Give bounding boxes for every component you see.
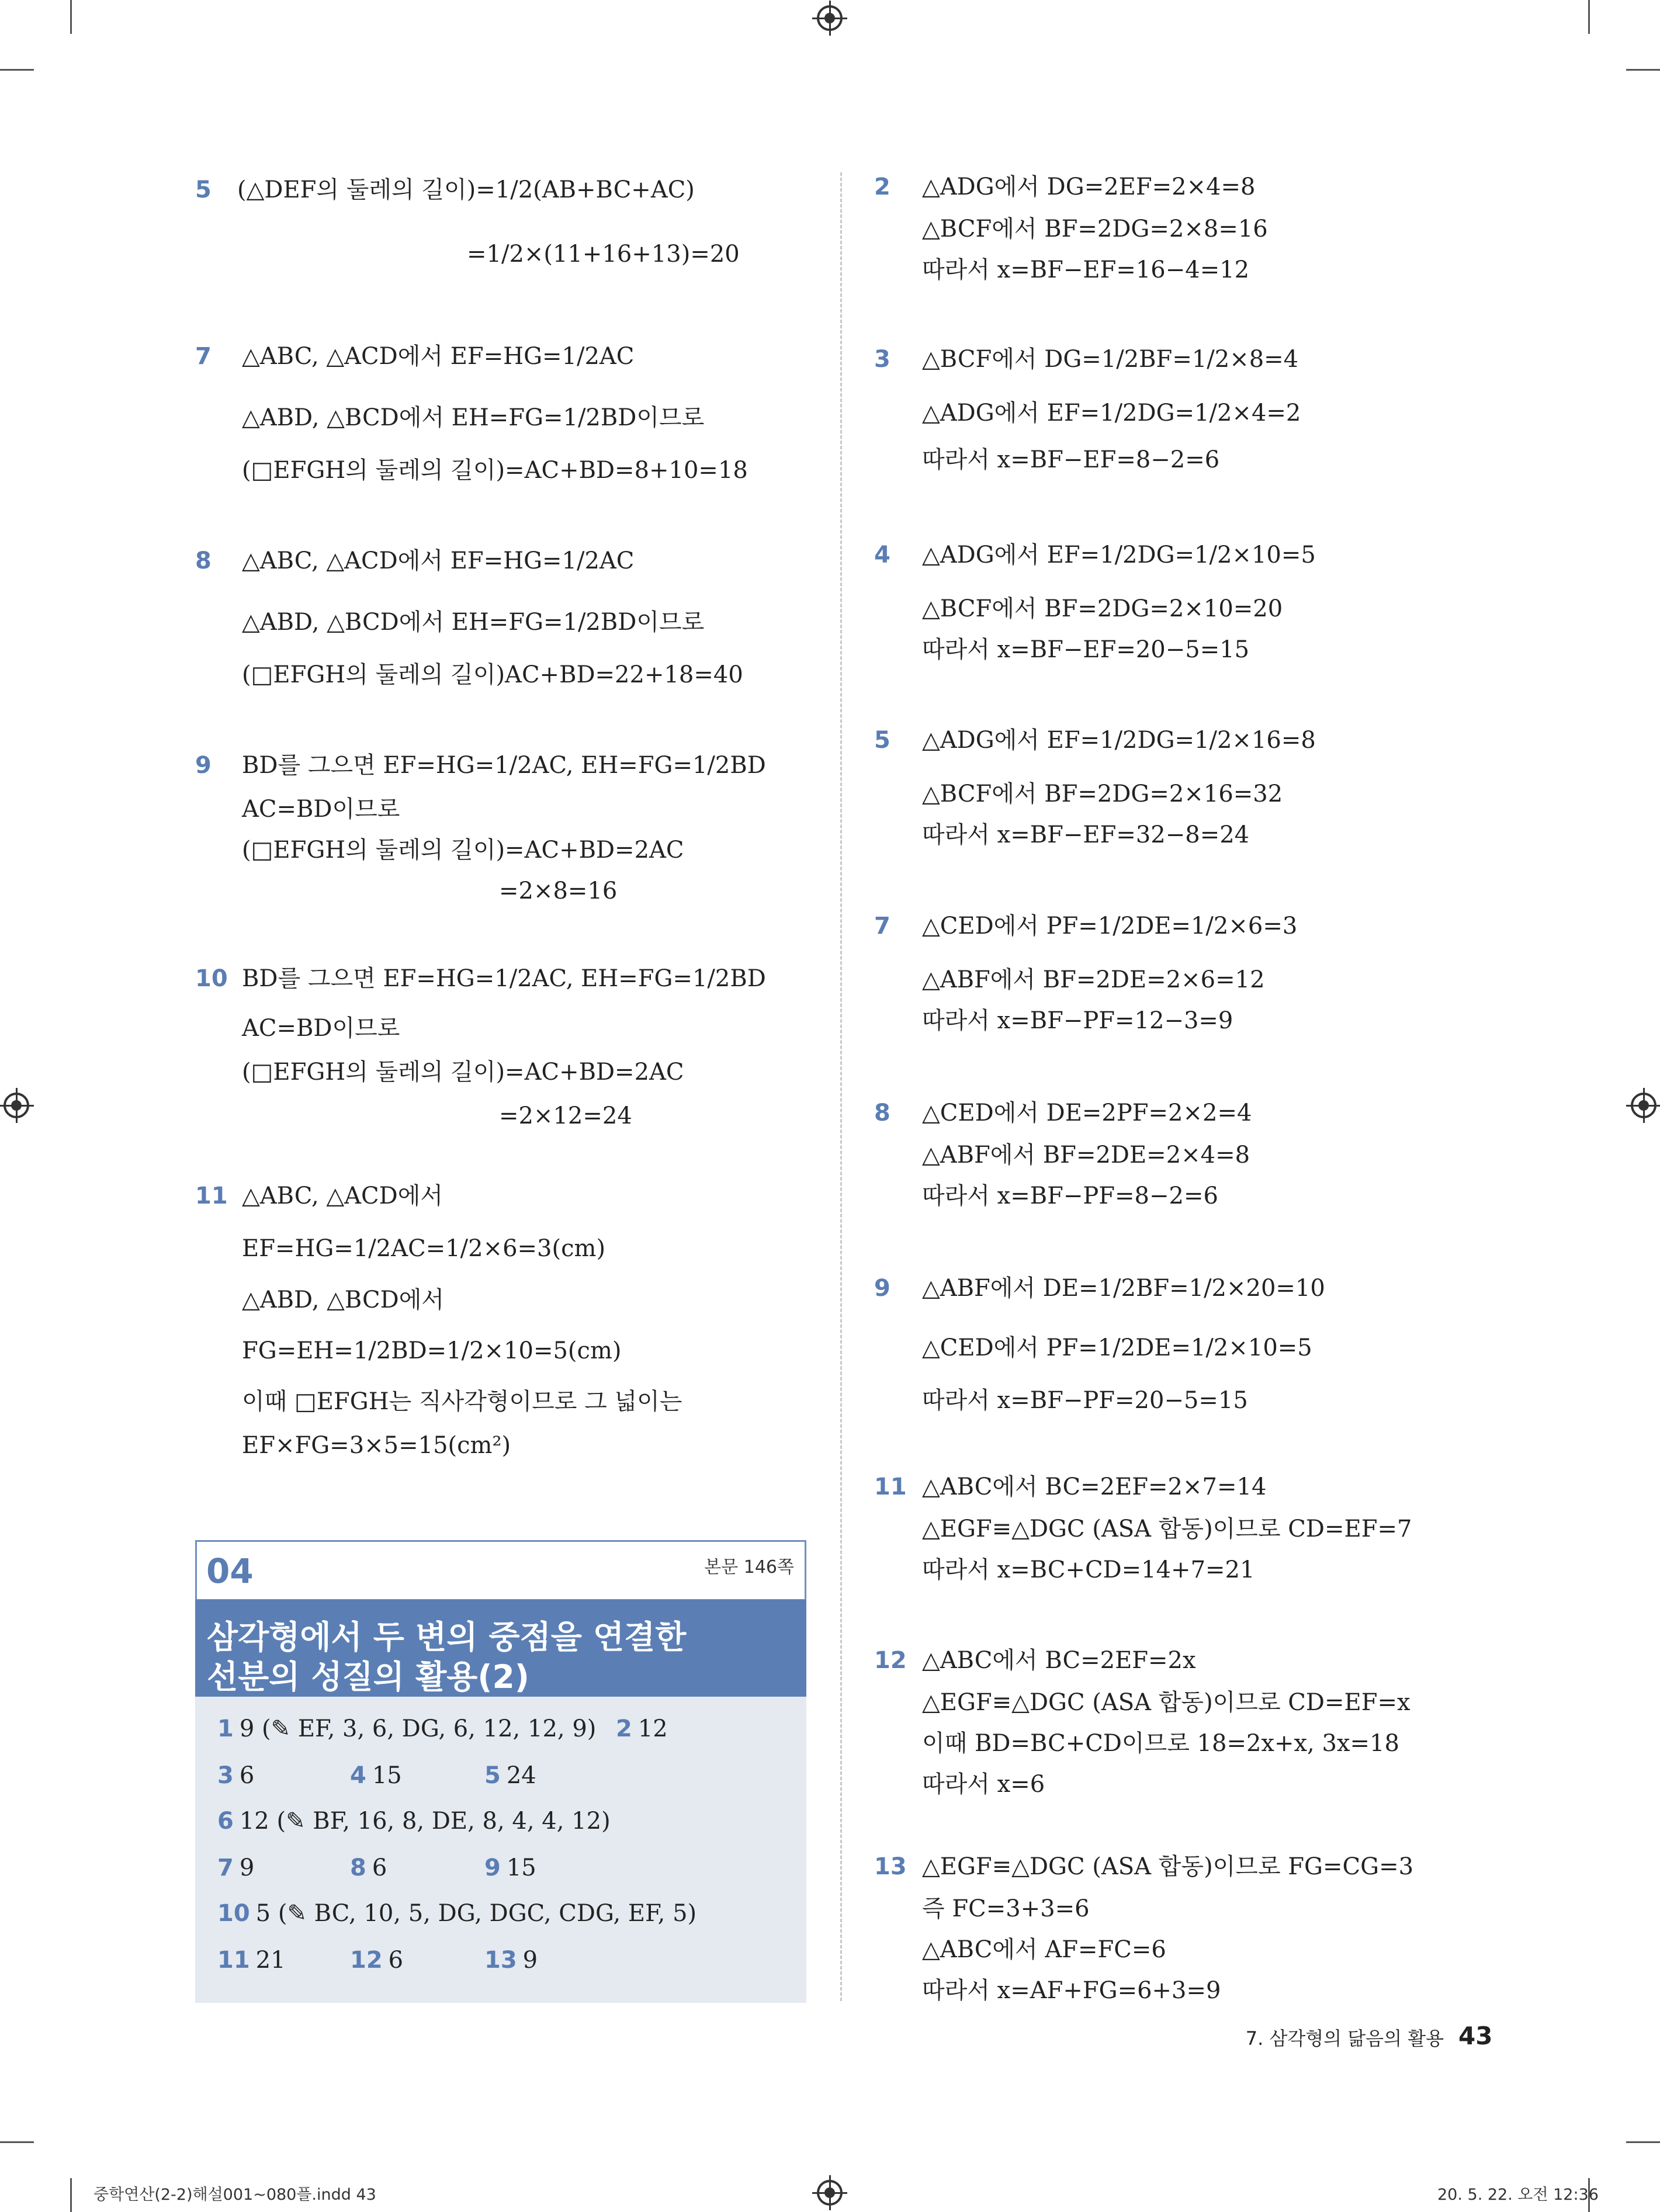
solution-line: (□EFGH의 둘레의 길이)=AC+BD=2AC xyxy=(242,1059,684,1086)
answer-number: 2 xyxy=(616,1715,632,1742)
answer-value: 21 xyxy=(255,1947,286,1974)
problem-number: 10 xyxy=(195,965,228,992)
answer-value: 6 xyxy=(239,1762,255,1789)
solution-line: BD를 그으면 EF=HG=1/2AC, EH=FG=1/2BD xyxy=(242,752,766,779)
crop-mark xyxy=(1626,2141,1660,2143)
answer-item xyxy=(217,1808,611,1835)
solution-line: △CED에서 PF=1/2DE=1/2×6=3 xyxy=(922,913,1298,939)
answer-item xyxy=(484,1762,536,1789)
solution-line: △EGF≡△DGC (ASA 합동)이므로 FG=CG=3 xyxy=(922,1853,1414,1880)
solution-line: △ABF에서 BF=2DE=2×6=12 xyxy=(922,966,1265,993)
solution-line: △EGF≡△DGC (ASA 합동)이므로 CD=EF=7 xyxy=(922,1516,1412,1542)
answer-number: 5 xyxy=(484,1762,501,1789)
answer-item xyxy=(217,1947,286,1974)
solution-line: △ABC에서 BC=2EF=2×7=14 xyxy=(922,1473,1267,1500)
problem-number: 9 xyxy=(195,752,212,779)
solution-line: BD를 그으면 EF=HG=1/2AC, EH=FG=1/2BD xyxy=(242,965,766,992)
solution-line: △EGF≡△DGC (ASA 합동)이므로 CD=EF=x xyxy=(922,1689,1411,1716)
problem-number: 5 xyxy=(874,727,890,754)
section-number: 04 xyxy=(206,1551,254,1591)
solution-line: 따라서 x=BC+CD=14+7=21 xyxy=(922,1556,1255,1583)
crop-mark xyxy=(1626,69,1660,71)
solution-line: △CED에서 DE=2PF=2×2=4 xyxy=(922,1100,1252,1126)
answer-value: 5 (✎ BC, 10, 5, DG, DGC, CDG, EF, 5) xyxy=(255,1900,697,1927)
answer-summary-box xyxy=(195,1540,805,2003)
solution-line: △ABF에서 DE=1/2BF=1/2×20=10 xyxy=(922,1275,1325,1302)
solution-line: △ABD, △BCD에서 EH=FG=1/2BD이므로 xyxy=(242,609,705,636)
section-header xyxy=(195,1540,806,1601)
answer-list xyxy=(195,1697,806,2003)
section-title-line: 선분의 성질의 활용(2) xyxy=(207,1658,529,1696)
answer-item xyxy=(217,1854,254,1881)
answer-item xyxy=(217,1762,254,1789)
solution-line: 따라서 x=6 xyxy=(922,1771,1045,1798)
solution-line: 따라서 x=BF−EF=16−4=12 xyxy=(922,256,1250,283)
file-slug: 중학연산(2-2)해설001~080플.indd 43 xyxy=(93,2186,376,2204)
crop-mark xyxy=(1588,0,1590,34)
problem-number: 4 xyxy=(874,542,890,568)
registration-mark-icon xyxy=(817,5,843,31)
solution-line: △ABD, △BCD에서 EH=FG=1/2BD이므로 xyxy=(242,404,705,431)
problem-number: 11 xyxy=(874,1473,907,1500)
solution-line: △CED에서 PF=1/2DE=1/2×10=5 xyxy=(922,1334,1312,1361)
answer-number: 10 xyxy=(217,1900,250,1927)
page-number: 43 xyxy=(1458,2022,1493,2050)
solution-line: 따라서 x=BF−PF=12−3=9 xyxy=(922,1007,1233,1034)
solution-line: △ABF에서 BF=2DE=2×4=8 xyxy=(922,1142,1250,1169)
solution-line: 이때 BD=BC+CD이므로 18=2x+x, 3x=18 xyxy=(922,1730,1399,1757)
solution-line: △ADG에서 DG=2EF=2×4=8 xyxy=(922,174,1256,200)
column-divider xyxy=(840,172,842,2001)
solution-line: 따라서 x=AF+FG=6+3=9 xyxy=(922,1977,1221,2004)
answer-value: 6 xyxy=(388,1947,404,1974)
problem-number: 9 xyxy=(874,1275,890,1302)
problem-number: 8 xyxy=(874,1100,890,1126)
solution-line: AC=BD이므로 xyxy=(242,796,400,823)
problem-number: 11 xyxy=(195,1183,228,1209)
answer-number: 11 xyxy=(217,1947,250,1974)
answer-item xyxy=(350,1947,403,1974)
solution-line: 이때 □EFGH는 직사각형이므로 그 넓이는 xyxy=(242,1388,682,1415)
solution-line: FG=EH=1/2BD=1/2×10=5(cm) xyxy=(242,1337,622,1364)
solution-line: △ABC, △ACD에서 EF=HG=1/2AC xyxy=(242,343,635,370)
solution-line: (□EFGH의 둘레의 길이)=AC+BD=8+10=18 xyxy=(242,457,748,484)
solution-line: 따라서 x=BF−PF=20−5=15 xyxy=(922,1387,1248,1414)
chapter-label: 7. 삼각형의 닮음의 활용 xyxy=(1245,2027,1444,2050)
page-reference: 본문 146쪽 xyxy=(704,1557,794,1577)
answer-value: 24 xyxy=(506,1762,536,1789)
solution-line: 따라서 x=BF−EF=20−5=15 xyxy=(922,636,1250,663)
problem-number: 2 xyxy=(874,174,890,200)
problem-number: 13 xyxy=(874,1853,907,1880)
problem-number: 3 xyxy=(874,346,890,373)
answer-number: 13 xyxy=(484,1947,517,1974)
solution-line: EF×FG=3×5=15(cm²) xyxy=(242,1432,511,1459)
answer-number: 6 xyxy=(217,1808,234,1835)
answer-number: 8 xyxy=(350,1854,366,1881)
solution-line: △ADG에서 EF=1/2DG=1/2×4=2 xyxy=(922,400,1301,427)
solution-line: (△DEF의 둘레의 길이)=1/2(AB+BC+AC) xyxy=(237,176,695,203)
registration-mark-icon xyxy=(1631,1093,1656,1118)
answer-item xyxy=(350,1854,387,1881)
problem-number: 5 xyxy=(195,176,212,203)
solution-line: △ADG에서 EF=1/2DG=1/2×10=5 xyxy=(922,542,1316,568)
solution-line: △ABC에서 AF=FC=6 xyxy=(922,1936,1166,1963)
answer-value: 6 xyxy=(372,1854,387,1881)
problem-number: 7 xyxy=(874,913,890,939)
solution-line: △ABD, △BCD에서 xyxy=(242,1287,444,1313)
answer-number: 7 xyxy=(217,1854,234,1881)
answer-item xyxy=(217,1715,596,1742)
solution-line: =1/2×(11+16+13)=20 xyxy=(467,241,740,268)
solution-line: △ABC, △ACD에서 xyxy=(242,1183,443,1209)
problem-number: 8 xyxy=(195,547,212,574)
answer-value: 12 xyxy=(637,1715,668,1742)
crop-mark xyxy=(0,2141,34,2143)
crop-mark xyxy=(0,69,34,71)
answer-item xyxy=(350,1762,402,1789)
registration-mark-icon xyxy=(4,1093,29,1118)
answer-value: 15 xyxy=(372,1762,402,1789)
answer-number: 3 xyxy=(217,1762,234,1789)
solution-line: =2×12=24 xyxy=(499,1102,632,1129)
answer-item xyxy=(484,1854,536,1881)
answer-item xyxy=(217,1900,696,1927)
answer-value: 9 (✎ EF, 3, 6, DG, 6, 12, 12, 9) xyxy=(239,1715,597,1742)
solution-line: △ABC에서 BC=2EF=2x xyxy=(922,1647,1196,1674)
section-title-line: 삼각형에서 두 변의 중점을 연결한 xyxy=(207,1618,687,1656)
answer-value: 9 xyxy=(522,1947,538,1974)
solution-line: △BCF에서 BF=2DG=2×16=32 xyxy=(922,781,1283,807)
answer-number: 1 xyxy=(217,1715,234,1742)
answer-number: 4 xyxy=(350,1762,366,1789)
solution-line: (□EFGH의 둘레의 길이)AC+BD=22+18=40 xyxy=(242,661,743,688)
solution-line: 따라서 x=BF−EF=32−8=24 xyxy=(922,821,1250,848)
problem-number: 12 xyxy=(874,1647,907,1674)
solution-line: EF=HG=1/2AC=1/2×6=3(cm) xyxy=(242,1235,606,1262)
solution-line: 따라서 x=BF−PF=8−2=6 xyxy=(922,1183,1218,1209)
solution-line: △BCF에서 BF=2DG=2×10=20 xyxy=(922,595,1283,622)
problem-number: 7 xyxy=(195,343,212,370)
section-title xyxy=(195,1600,806,1697)
answer-number: 9 xyxy=(484,1854,501,1881)
solution-line: =2×8=16 xyxy=(499,878,618,904)
solution-line: △ADG에서 EF=1/2DG=1/2×16=8 xyxy=(922,727,1316,754)
solution-line: △BCF에서 BF=2DG=2×8=16 xyxy=(922,216,1268,242)
solution-line: (□EFGH의 둘레의 길이)=AC+BD=2AC xyxy=(242,837,684,864)
crop-mark xyxy=(70,2178,72,2212)
solution-line: 따라서 x=BF−EF=8−2=6 xyxy=(922,446,1220,473)
solution-line: △BCF에서 DG=1/2BF=1/2×8=4 xyxy=(922,346,1299,373)
solution-line: 즉 FC=3+3=6 xyxy=(922,1895,1090,1922)
registration-mark-icon xyxy=(817,2180,843,2206)
print-timestamp: 20. 5. 22. 오전 12:36 xyxy=(1437,2186,1599,2204)
answer-item xyxy=(484,1947,538,1974)
answer-value: 15 xyxy=(506,1854,536,1881)
answer-number: 12 xyxy=(350,1947,383,1974)
answer-item xyxy=(616,1715,668,1742)
answer-value: 12 (✎ BF, 16, 8, DE, 8, 4, 4, 12) xyxy=(239,1808,611,1835)
answer-value: 9 xyxy=(239,1854,255,1881)
crop-mark xyxy=(70,0,72,34)
solution-line: AC=BD이므로 xyxy=(242,1015,400,1042)
solution-line: △ABC, △ACD에서 EF=HG=1/2AC xyxy=(242,547,635,574)
